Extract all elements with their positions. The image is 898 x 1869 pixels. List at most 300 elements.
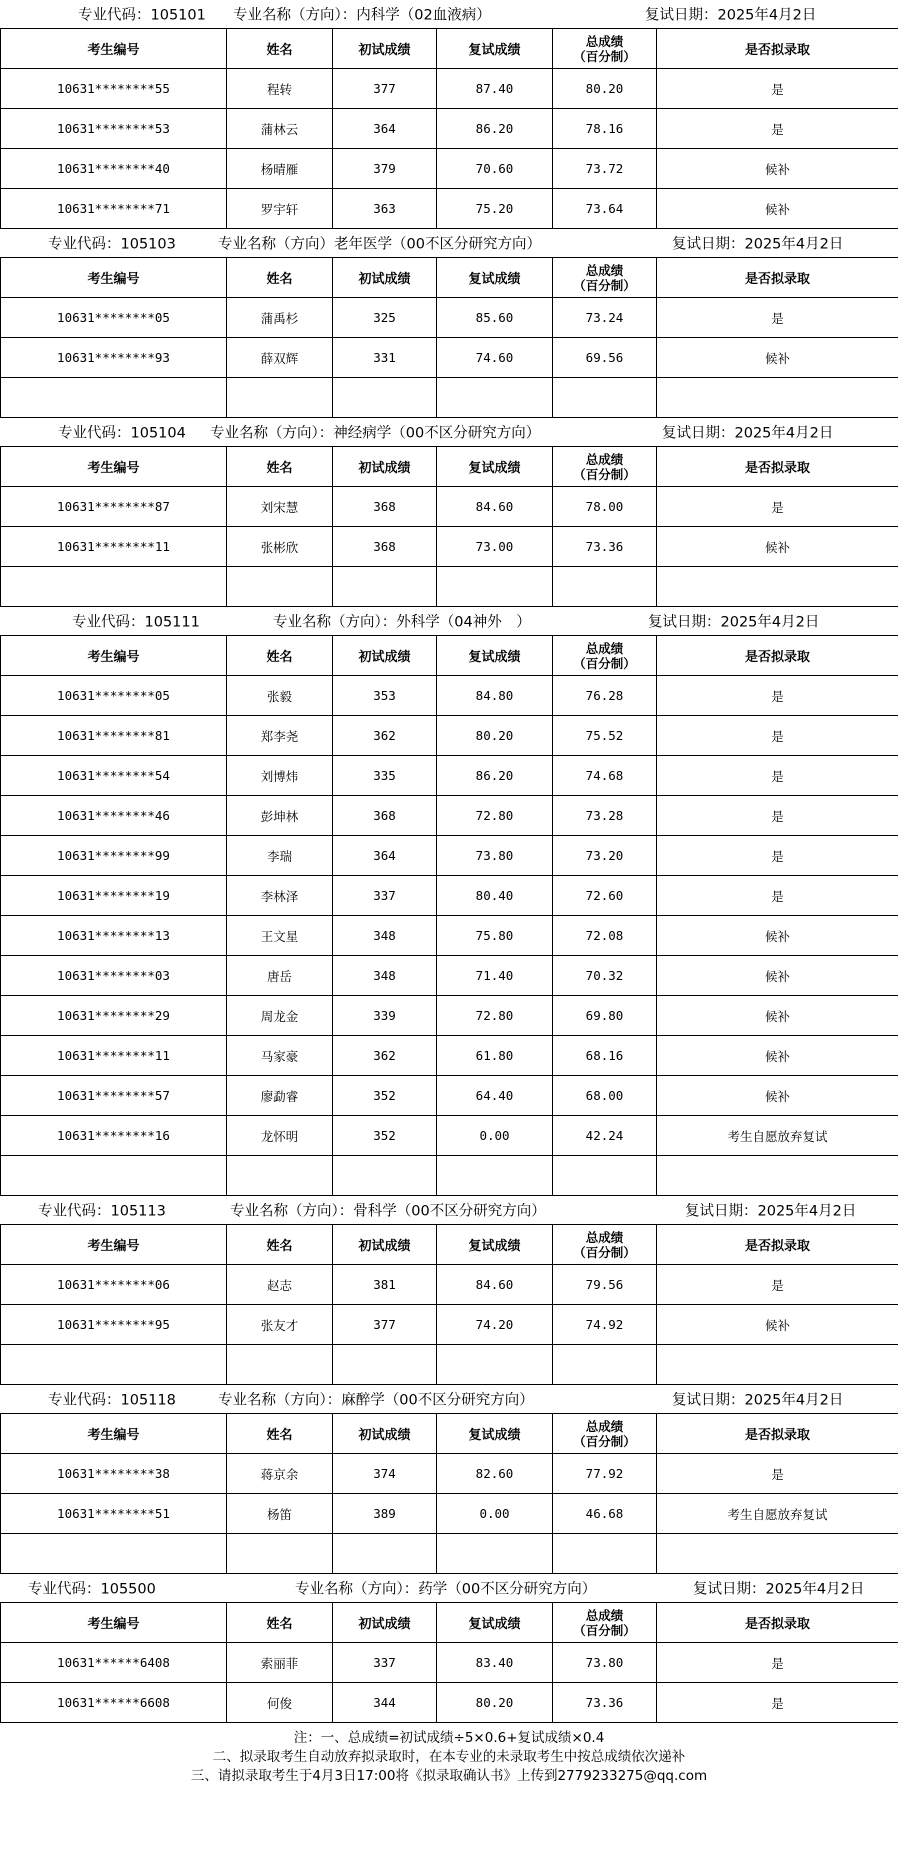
total-score: 73.24 bbox=[553, 298, 657, 338]
total-score: 73.36 bbox=[553, 527, 657, 567]
col-name: 姓名 bbox=[227, 258, 333, 298]
table-row bbox=[1, 956, 898, 996]
col-total-line1: 总成绩 bbox=[585, 1607, 624, 1623]
empty-cell bbox=[227, 567, 333, 607]
col-total-line1: 总成绩 bbox=[585, 33, 624, 49]
col-name: 姓名 bbox=[227, 1225, 333, 1265]
retest-score: 0.00 bbox=[437, 1116, 553, 1156]
retest-score: 86.20 bbox=[437, 109, 553, 149]
admit-status: 候补 bbox=[657, 996, 898, 1036]
col-retest-score: 复试成绩 bbox=[437, 29, 553, 69]
retest-score: 86.20 bbox=[437, 756, 553, 796]
retest-score: 85.60 bbox=[437, 298, 553, 338]
candidate-id: 10631********71 bbox=[1, 189, 227, 229]
retest-date: 复试日期：2025年4月2日 bbox=[672, 1392, 844, 1409]
major-code: 专业代码：105500 bbox=[28, 1581, 156, 1598]
retest-score: 84.80 bbox=[437, 676, 553, 716]
candidate-id: 10631********81 bbox=[1, 716, 227, 756]
col-total-line1: 总成绩 bbox=[585, 1418, 624, 1434]
section-header bbox=[0, 1385, 898, 1413]
initial-score: 368 bbox=[333, 527, 437, 567]
score-table bbox=[0, 28, 898, 229]
admit-status: 候补 bbox=[657, 1076, 898, 1116]
candidate-name: 李瑞 bbox=[227, 836, 333, 876]
retest-score: 70.60 bbox=[437, 149, 553, 189]
total-score: 70.32 bbox=[553, 956, 657, 996]
col-candidate-id: 考生编号 bbox=[1, 636, 227, 676]
retest-date: 复试日期：2025年4月2日 bbox=[672, 236, 844, 253]
col-retest-score: 复试成绩 bbox=[437, 447, 553, 487]
total-score: 68.00 bbox=[553, 1076, 657, 1116]
candidate-name: 马家豪 bbox=[227, 1036, 333, 1076]
candidate-name: 张友才 bbox=[227, 1305, 333, 1345]
candidate-id: 10631********55 bbox=[1, 69, 227, 109]
col-total-score bbox=[553, 29, 657, 69]
retest-score: 74.60 bbox=[437, 338, 553, 378]
admit-status: 候补 bbox=[657, 149, 898, 189]
initial-score: 344 bbox=[333, 1683, 437, 1723]
col-initial-score: 初试成绩 bbox=[333, 1414, 437, 1454]
col-total-line1: 总成绩 bbox=[585, 262, 624, 278]
table-row bbox=[1, 69, 898, 109]
col-retest-score: 复试成绩 bbox=[437, 636, 553, 676]
candidate-id: 10631********87 bbox=[1, 487, 227, 527]
candidate-id: 10631********05 bbox=[1, 676, 227, 716]
total-score: 73.80 bbox=[553, 1643, 657, 1683]
initial-score: 362 bbox=[333, 1036, 437, 1076]
empty-cell bbox=[333, 567, 437, 607]
retest-date: 复试日期：2025年4月2日 bbox=[645, 7, 817, 24]
table-row bbox=[1, 1643, 898, 1683]
admit-status: 候补 bbox=[657, 338, 898, 378]
col-total-score bbox=[553, 1414, 657, 1454]
initial-score: 337 bbox=[333, 1643, 437, 1683]
empty-row bbox=[1, 1534, 898, 1574]
col-total-line2: （百分制） bbox=[573, 1622, 636, 1638]
admit-status: 是 bbox=[657, 756, 898, 796]
col-admit: 是否拟录取 bbox=[657, 1603, 898, 1643]
initial-score: 379 bbox=[333, 149, 437, 189]
admit-status: 是 bbox=[657, 298, 898, 338]
section-header bbox=[0, 0, 898, 28]
retest-score: 72.80 bbox=[437, 796, 553, 836]
candidate-id: 10631********57 bbox=[1, 1076, 227, 1116]
total-score: 78.16 bbox=[553, 109, 657, 149]
score-table bbox=[0, 1224, 898, 1385]
table-row bbox=[1, 916, 898, 956]
col-total-line2: （百分制） bbox=[573, 277, 636, 293]
candidate-id: 10631********93 bbox=[1, 338, 227, 378]
candidate-name: 杨晴雁 bbox=[227, 149, 333, 189]
col-admit: 是否拟录取 bbox=[657, 29, 898, 69]
candidate-id: 10631******6608 bbox=[1, 1683, 227, 1723]
col-candidate-id: 考生编号 bbox=[1, 447, 227, 487]
initial-score: 363 bbox=[333, 189, 437, 229]
major-code: 专业代码：105111 bbox=[72, 614, 200, 631]
col-retest-score: 复试成绩 bbox=[437, 1603, 553, 1643]
candidate-id: 10631********03 bbox=[1, 956, 227, 996]
empty-cell bbox=[437, 1345, 553, 1385]
empty-cell bbox=[333, 1156, 437, 1196]
retest-score: 83.40 bbox=[437, 1643, 553, 1683]
empty-cell bbox=[227, 1534, 333, 1574]
table-row bbox=[1, 756, 898, 796]
candidate-name: 刘博炜 bbox=[227, 756, 333, 796]
admit-status: 是 bbox=[657, 109, 898, 149]
major-code: 专业代码：105113 bbox=[38, 1203, 166, 1220]
footnote-line: 二、拟录取考生自动放弃拟录取时，在本专业的未录取考生中按总成绩依次递补 bbox=[212, 1749, 686, 1765]
retest-score: 73.80 bbox=[437, 836, 553, 876]
empty-cell bbox=[657, 1534, 898, 1574]
total-score: 46.68 bbox=[553, 1494, 657, 1534]
table-row bbox=[1, 836, 898, 876]
empty-cell bbox=[227, 1156, 333, 1196]
table-row bbox=[1, 527, 898, 567]
col-initial-score: 初试成绩 bbox=[333, 1603, 437, 1643]
retest-score: 64.40 bbox=[437, 1076, 553, 1116]
retest-score: 75.80 bbox=[437, 916, 553, 956]
empty-cell bbox=[553, 378, 657, 418]
col-admit: 是否拟录取 bbox=[657, 636, 898, 676]
col-admit: 是否拟录取 bbox=[657, 1414, 898, 1454]
footnote-line: 注：一、总成绩=初试成绩÷5×0.6+复试成绩×0.4 bbox=[293, 1730, 605, 1746]
retest-score: 73.00 bbox=[437, 527, 553, 567]
col-total-line2: （百分制） bbox=[573, 1244, 636, 1260]
total-score: 72.08 bbox=[553, 916, 657, 956]
total-score: 73.20 bbox=[553, 836, 657, 876]
table-row bbox=[1, 996, 898, 1036]
total-score: 74.92 bbox=[553, 1305, 657, 1345]
table-row bbox=[1, 1116, 898, 1156]
col-admit: 是否拟录取 bbox=[657, 258, 898, 298]
table-row bbox=[1, 298, 898, 338]
candidate-id: 10631********06 bbox=[1, 1265, 227, 1305]
table-row bbox=[1, 1265, 898, 1305]
footnote-line: 三、请拟录取考生于4月3日17:00将《拟录取确认书》上传到2779233275@qq.com bbox=[190, 1768, 708, 1784]
empty-row bbox=[1, 1345, 898, 1385]
admit-status: 候补 bbox=[657, 527, 898, 567]
score-table bbox=[0, 1602, 898, 1723]
col-total-line2: （百分制） bbox=[573, 1433, 636, 1449]
candidate-id: 10631********95 bbox=[1, 1305, 227, 1345]
total-score: 77.92 bbox=[553, 1454, 657, 1494]
total-score: 73.36 bbox=[553, 1683, 657, 1723]
col-candidate-id: 考生编号 bbox=[1, 1414, 227, 1454]
col-total-score bbox=[553, 447, 657, 487]
retest-score: 72.80 bbox=[437, 996, 553, 1036]
candidate-name: 刘宋慧 bbox=[227, 487, 333, 527]
major-name: 专业名称（方向）：骨科学（00不区分研究方向） bbox=[230, 1203, 546, 1220]
admit-status: 是 bbox=[657, 1683, 898, 1723]
total-score: 69.56 bbox=[553, 338, 657, 378]
empty-cell bbox=[437, 1534, 553, 1574]
col-initial-score: 初试成绩 bbox=[333, 636, 437, 676]
col-total-line1: 总成绩 bbox=[585, 640, 624, 656]
candidate-id: 10631********99 bbox=[1, 836, 227, 876]
admit-status: 候补 bbox=[657, 1305, 898, 1345]
total-score: 69.80 bbox=[553, 996, 657, 1036]
candidate-id: 10631********46 bbox=[1, 796, 227, 836]
candidate-name: 周龙金 bbox=[227, 996, 333, 1036]
admit-status: 考生自愿放弃复试 bbox=[657, 1494, 898, 1534]
table-header-row bbox=[1, 1603, 898, 1643]
retest-date: 复试日期：2025年4月2日 bbox=[662, 425, 834, 442]
candidate-name: 王文星 bbox=[227, 916, 333, 956]
initial-score: 331 bbox=[333, 338, 437, 378]
major-name: 专业名称（方向）：药学（00不区分研究方向） bbox=[295, 1581, 597, 1598]
col-total-line1: 总成绩 bbox=[585, 1229, 624, 1245]
candidate-id: 10631********54 bbox=[1, 756, 227, 796]
candidate-name: 李林泽 bbox=[227, 876, 333, 916]
table-row bbox=[1, 109, 898, 149]
col-candidate-id: 考生编号 bbox=[1, 258, 227, 298]
empty-cell bbox=[553, 1156, 657, 1196]
major-code: 专业代码：105101 bbox=[78, 7, 206, 24]
table-row bbox=[1, 189, 898, 229]
candidate-id: 10631********11 bbox=[1, 527, 227, 567]
total-score: 73.64 bbox=[553, 189, 657, 229]
initial-score: 335 bbox=[333, 756, 437, 796]
col-total-score bbox=[553, 258, 657, 298]
empty-cell bbox=[1, 567, 227, 607]
initial-score: 377 bbox=[333, 69, 437, 109]
initial-score: 381 bbox=[333, 1265, 437, 1305]
retest-score: 84.60 bbox=[437, 1265, 553, 1305]
candidate-name: 何俊 bbox=[227, 1683, 333, 1723]
candidate-name: 张毅 bbox=[227, 676, 333, 716]
initial-score: 364 bbox=[333, 836, 437, 876]
col-admit: 是否拟录取 bbox=[657, 1225, 898, 1265]
col-name: 姓名 bbox=[227, 1414, 333, 1454]
col-retest-score: 复试成绩 bbox=[437, 1225, 553, 1265]
initial-score: 368 bbox=[333, 796, 437, 836]
initial-score: 374 bbox=[333, 1454, 437, 1494]
col-initial-score: 初试成绩 bbox=[333, 258, 437, 298]
footnotes bbox=[0, 1723, 898, 1786]
section-header bbox=[0, 229, 898, 257]
table-header-row bbox=[1, 636, 898, 676]
empty-cell bbox=[227, 1345, 333, 1385]
candidate-id: 10631********13 bbox=[1, 916, 227, 956]
candidate-id: 10631********19 bbox=[1, 876, 227, 916]
initial-score: 362 bbox=[333, 716, 437, 756]
table-row bbox=[1, 1494, 898, 1534]
admit-status: 是 bbox=[657, 1643, 898, 1683]
major-name: 专业名称（方向）：麻醉学（00不区分研究方向） bbox=[218, 1392, 534, 1409]
table-row bbox=[1, 716, 898, 756]
admit-status: 是 bbox=[657, 796, 898, 836]
admit-status: 是 bbox=[657, 487, 898, 527]
initial-score: 353 bbox=[333, 676, 437, 716]
empty-cell bbox=[333, 1345, 437, 1385]
empty-cell bbox=[657, 1345, 898, 1385]
col-initial-score: 初试成绩 bbox=[333, 447, 437, 487]
table-row bbox=[1, 1683, 898, 1723]
empty-cell bbox=[553, 567, 657, 607]
total-score: 73.72 bbox=[553, 149, 657, 189]
table-row bbox=[1, 487, 898, 527]
table-header-row bbox=[1, 29, 898, 69]
initial-score: 337 bbox=[333, 876, 437, 916]
admit-status: 是 bbox=[657, 676, 898, 716]
total-score: 74.68 bbox=[553, 756, 657, 796]
empty-cell bbox=[227, 378, 333, 418]
table-header-row bbox=[1, 1414, 898, 1454]
table-row bbox=[1, 1036, 898, 1076]
candidate-name: 赵志 bbox=[227, 1265, 333, 1305]
total-score: 80.20 bbox=[553, 69, 657, 109]
table-header-row bbox=[1, 258, 898, 298]
empty-cell bbox=[1, 1156, 227, 1196]
retest-score: 80.20 bbox=[437, 1683, 553, 1723]
total-score: 42.24 bbox=[553, 1116, 657, 1156]
table-row bbox=[1, 1454, 898, 1494]
candidate-name: 郑李尧 bbox=[227, 716, 333, 756]
col-initial-score: 初试成绩 bbox=[333, 29, 437, 69]
col-name: 姓名 bbox=[227, 29, 333, 69]
candidate-id: 10631********11 bbox=[1, 1036, 227, 1076]
retest-score: 84.60 bbox=[437, 487, 553, 527]
score-table bbox=[0, 1413, 898, 1574]
retest-score: 61.80 bbox=[437, 1036, 553, 1076]
empty-cell bbox=[553, 1345, 657, 1385]
empty-cell bbox=[437, 567, 553, 607]
candidate-id: 10631********29 bbox=[1, 996, 227, 1036]
admit-status: 是 bbox=[657, 1265, 898, 1305]
major-code: 专业代码：105104 bbox=[58, 425, 186, 442]
table-header-row bbox=[1, 1225, 898, 1265]
empty-cell bbox=[657, 378, 898, 418]
admit-status: 考生自愿放弃复试 bbox=[657, 1116, 898, 1156]
candidate-id: 10631********40 bbox=[1, 149, 227, 189]
empty-row bbox=[1, 567, 898, 607]
empty-cell bbox=[333, 1534, 437, 1574]
major-name: 专业名称（方向）：内科学（02血液病） bbox=[233, 7, 491, 24]
candidate-id: 10631******6408 bbox=[1, 1643, 227, 1683]
total-score: 75.52 bbox=[553, 716, 657, 756]
table-row bbox=[1, 338, 898, 378]
total-score: 79.56 bbox=[553, 1265, 657, 1305]
total-score: 68.16 bbox=[553, 1036, 657, 1076]
candidate-name: 唐岳 bbox=[227, 956, 333, 996]
col-initial-score: 初试成绩 bbox=[333, 1225, 437, 1265]
candidate-name: 龙怀明 bbox=[227, 1116, 333, 1156]
candidate-id: 10631********53 bbox=[1, 109, 227, 149]
candidate-name: 廖勐睿 bbox=[227, 1076, 333, 1116]
candidate-id: 10631********51 bbox=[1, 1494, 227, 1534]
empty-row bbox=[1, 378, 898, 418]
col-candidate-id: 考生编号 bbox=[1, 1603, 227, 1643]
empty-cell bbox=[657, 1156, 898, 1196]
table-header-row bbox=[1, 447, 898, 487]
candidate-id: 10631********05 bbox=[1, 298, 227, 338]
empty-cell bbox=[437, 1156, 553, 1196]
total-score: 76.28 bbox=[553, 676, 657, 716]
candidate-name: 彭坤林 bbox=[227, 796, 333, 836]
major-code: 专业代码：105103 bbox=[48, 236, 176, 253]
empty-cell bbox=[333, 378, 437, 418]
section-header bbox=[0, 1574, 898, 1602]
retest-score: 82.60 bbox=[437, 1454, 553, 1494]
retest-score: 87.40 bbox=[437, 69, 553, 109]
admit-status: 候补 bbox=[657, 189, 898, 229]
total-score: 73.28 bbox=[553, 796, 657, 836]
col-name: 姓名 bbox=[227, 1603, 333, 1643]
empty-cell bbox=[657, 567, 898, 607]
initial-score: 348 bbox=[333, 916, 437, 956]
admit-status: 是 bbox=[657, 69, 898, 109]
admit-status: 是 bbox=[657, 716, 898, 756]
major-code: 专业代码：105118 bbox=[48, 1392, 176, 1409]
col-total-line1: 总成绩 bbox=[585, 451, 624, 467]
admit-status: 是 bbox=[657, 836, 898, 876]
empty-cell bbox=[437, 378, 553, 418]
col-candidate-id: 考生编号 bbox=[1, 29, 227, 69]
empty-cell bbox=[1, 378, 227, 418]
col-name: 姓名 bbox=[227, 636, 333, 676]
section-header bbox=[0, 418, 898, 446]
initial-score: 339 bbox=[333, 996, 437, 1036]
initial-score: 364 bbox=[333, 109, 437, 149]
candidate-name: 索丽菲 bbox=[227, 1643, 333, 1683]
admit-status: 候补 bbox=[657, 956, 898, 996]
col-candidate-id: 考生编号 bbox=[1, 1225, 227, 1265]
initial-score: 348 bbox=[333, 956, 437, 996]
col-retest-score: 复试成绩 bbox=[437, 1414, 553, 1454]
retest-date: 复试日期：2025年4月2日 bbox=[648, 614, 820, 631]
initial-score: 352 bbox=[333, 1076, 437, 1116]
section-header bbox=[0, 1196, 898, 1224]
col-total-line2: （百分制） bbox=[573, 466, 636, 482]
major-name: 专业名称（方向）老年医学（00不区分研究方向） bbox=[218, 236, 541, 253]
candidate-name: 程转 bbox=[227, 69, 333, 109]
major-name: 专业名称（方向）：外科学（04神外 ） bbox=[273, 614, 531, 631]
col-retest-score: 复试成绩 bbox=[437, 258, 553, 298]
score-table bbox=[0, 257, 898, 418]
table-row bbox=[1, 796, 898, 836]
empty-row bbox=[1, 1156, 898, 1196]
retest-score: 80.40 bbox=[437, 876, 553, 916]
col-name: 姓名 bbox=[227, 447, 333, 487]
col-total-line2: （百分制） bbox=[573, 48, 636, 64]
col-total-score bbox=[553, 1603, 657, 1643]
admit-status: 是 bbox=[657, 1454, 898, 1494]
col-total-score bbox=[553, 1225, 657, 1265]
empty-cell bbox=[1, 1345, 227, 1385]
score-table bbox=[0, 446, 898, 607]
retest-score: 80.20 bbox=[437, 716, 553, 756]
table-row bbox=[1, 1305, 898, 1345]
score-table bbox=[0, 635, 898, 1196]
retest-score: 0.00 bbox=[437, 1494, 553, 1534]
total-score: 72.60 bbox=[553, 876, 657, 916]
empty-cell bbox=[553, 1534, 657, 1574]
table-row bbox=[1, 676, 898, 716]
retest-score: 75.20 bbox=[437, 189, 553, 229]
admit-status: 是 bbox=[657, 876, 898, 916]
empty-cell bbox=[1, 1534, 227, 1574]
candidate-id: 10631********16 bbox=[1, 1116, 227, 1156]
candidate-name: 蒲禹杉 bbox=[227, 298, 333, 338]
retest-date: 复试日期：2025年4月2日 bbox=[685, 1203, 857, 1220]
admit-status: 候补 bbox=[657, 916, 898, 956]
major-name: 专业名称（方向）：神经病学（00不区分研究方向） bbox=[210, 425, 541, 442]
candidate-name: 罗宇轩 bbox=[227, 189, 333, 229]
admit-status: 候补 bbox=[657, 1036, 898, 1076]
candidate-id: 10631********38 bbox=[1, 1454, 227, 1494]
candidate-name: 蒋京余 bbox=[227, 1454, 333, 1494]
table-row bbox=[1, 149, 898, 189]
